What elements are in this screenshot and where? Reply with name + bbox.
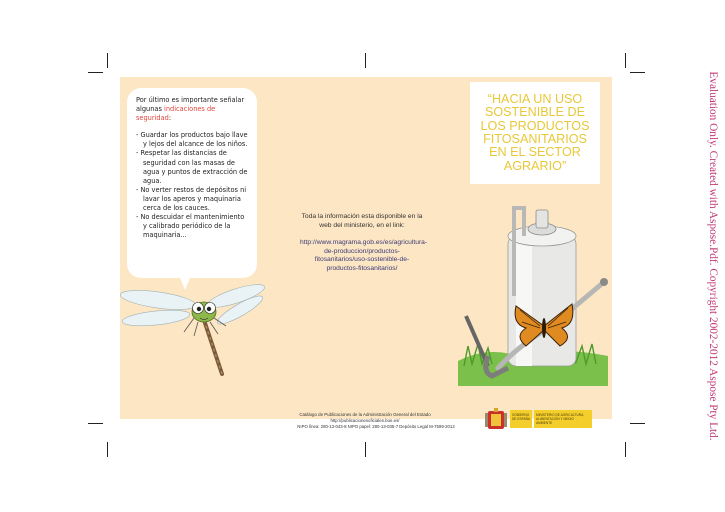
brochure-title: “HACIA UN USO SOSTENIBLE DE LOS PRODUCTOS FITOSANITARIOS EN EL SECTOR AGRARIO” [470, 82, 600, 184]
info-block [300, 213, 428, 274]
ministry-link[interactable]: http://www.magrama.gob.es/es/agricultura-de-produccion/productos-fitosanitarios/uso-sostenible-de-productos-fitosanitarios/ [300, 239, 428, 272]
catalog-line: Catálogo de Publicaciones de la Administración General del Estado [299, 412, 431, 417]
crop-mark-bottom-left-v [107, 442, 108, 457]
sprayer-illustration [458, 196, 610, 396]
dragonfly-illustration [118, 278, 278, 383]
safety-list [136, 131, 248, 240]
list-item: - No descuidar el mantenimiento y calibrado periódico de la maquinaria... [136, 213, 245, 240]
evaluation-watermark: Evaluation Only. Created with Aspose.Pdf. Copyright 2002-2012 Aspose Pty Ltd. [707, 70, 719, 441]
government-logo [484, 406, 592, 434]
crop-mark-top-right-v [625, 53, 626, 68]
crop-mark-top-right-h [630, 72, 645, 73]
crop-mark-top-left-h [88, 72, 103, 73]
butterfly-illustration [512, 302, 576, 350]
crop-mark-bottom-center-v [365, 442, 366, 457]
safety-speech-bubble [127, 88, 257, 278]
ministry-label: MINISTERIO DE AGRICULTURA, ALIMENTACIÓN Y MEDIO AMBIENTE [534, 410, 592, 428]
spain-coat-of-arms-icon [484, 407, 508, 431]
crop-mark-bottom-left-h [88, 423, 103, 424]
crop-mark-bottom-right-h [630, 423, 645, 424]
gobierno-label: GOBIERNO DE ESPAÑA [510, 410, 532, 428]
publication-catalog [270, 412, 460, 424]
nipo-line: NIPO línea: 280-13-043-8 NIPO papel: 280-13-035-7 Depósito Legal M-7599-2013 [297, 424, 455, 429]
bubble-intro: Por último es importante señalar algunas indicaciones de seguridad: [136, 96, 245, 123]
crop-mark-top-center-v [365, 53, 366, 68]
list-item: - Respetar las distancias de seguridad con las masas de agua y puntos de extracción de agua. [136, 149, 248, 185]
safety-highlight: indicaciones de seguridad [136, 105, 216, 123]
info-text: Toda la información esta disponible en la web del ministerio, en el link: [301, 213, 423, 229]
catalog-url[interactable]: http://publicacionesoficiales.boe.es/ [330, 418, 400, 423]
list-item: - No verter restos de depósitos ni lavar los aperos y maquinaria cerca de los cauces. [136, 185, 247, 213]
crop-mark-top-left-v [107, 53, 108, 68]
crop-mark-bottom-right-v [625, 442, 626, 457]
list-item: - Guardar los productos bajo llave y lejos del alcance de los niños. [136, 131, 248, 149]
